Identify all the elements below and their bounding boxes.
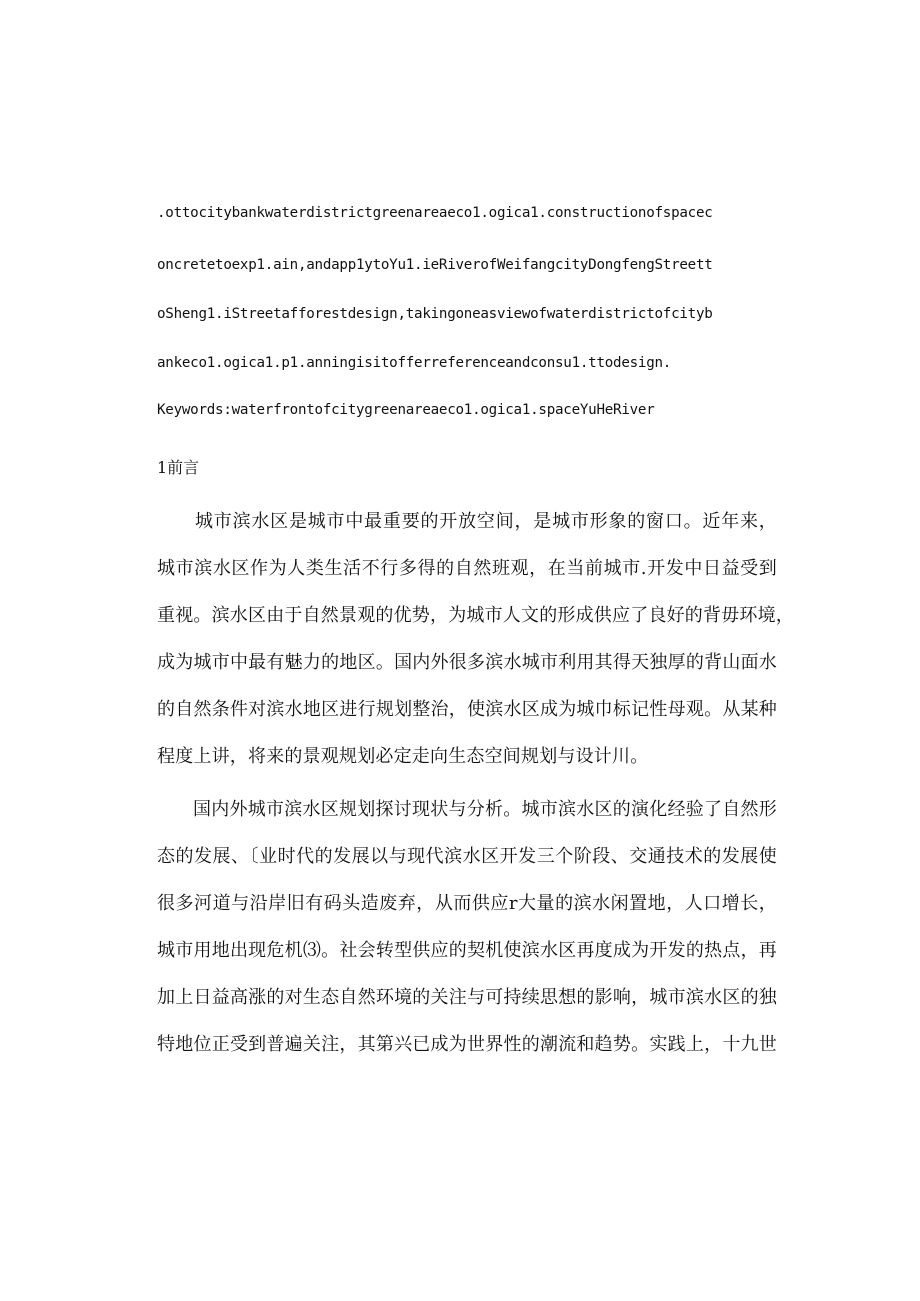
paragraph-line: 成为城市中最有魅力的地区。国内外很多滨水城市利用其得天独厚的背山面水 xyxy=(157,652,777,673)
paragraph-line: 重视。滨水区由于自然景观的优势，为城市人文的形成供应了良好的背毋环境， xyxy=(157,605,794,626)
keywords-line: Keywords:waterfrontofcitygreenareaeco1.ogica1.spaceYuHeRiver xyxy=(157,402,655,418)
section-heading: 1前言 xyxy=(157,458,200,477)
paragraph-line: 的自然条件对滨水地区进行规划整治，使滨水区成为城巾标记性母观。从某种 xyxy=(157,699,777,720)
paragraph-line: 国内外城市滨水区规划探讨现状与分析。城市滨水区的演化经验了自然形 xyxy=(193,799,777,820)
paragraph-line: 加上日益高涨的对生态自然环境的关注与可持续思想的影响，城市滨水区的独 xyxy=(157,987,777,1008)
paragraph-line: 城市滨水区作为人类生活不行多得的自然班观，在当前城市.开发中日益受到 xyxy=(157,558,777,579)
paragraph-line: 城市用地出现危机⑶。社会转型供应的契机使滨水区再度成为开发的热点，再 xyxy=(157,940,777,961)
paragraph-line: 特地位正受到普遍关注，其第兴已成为世界性的潮流和趋势。实践上，十九世 xyxy=(157,1034,777,1055)
abstract-line: .ottocitybankwaterdistrictgreenareaeco1.ogica1.constructionofspacec xyxy=(157,205,713,221)
abstract-line: ankeco1.ogica1.p1.anningisitofferreferenceandconsu1.ttodesign. xyxy=(157,355,672,371)
paragraph-line: 程度上讲，将来的景观规划必定走向生态空间规划与设计川。 xyxy=(157,746,649,767)
abstract-line: oSheng1.iStreetafforestdesign,takingoneasviewofwaterdistrictofcityb xyxy=(157,306,713,322)
paragraph-line: 很多河道与沿岸旧有码头造废弃，从而供应r大量的滨水闲置地，人口增长， xyxy=(157,893,777,914)
paragraph-line: 态的发展、〔业时代的发展以与现代滨水区开发三个阶段、交通技术的发展使 xyxy=(157,846,777,867)
paragraph-line: 城市滨水区是城市中最重要的开放空间，是城市形象的窗口。近年来， xyxy=(195,511,777,532)
abstract-line: oncretetoexp1.ain,andapp1ytoYu1.ieRiverofWeifangcityDongfengStreett xyxy=(157,257,713,273)
